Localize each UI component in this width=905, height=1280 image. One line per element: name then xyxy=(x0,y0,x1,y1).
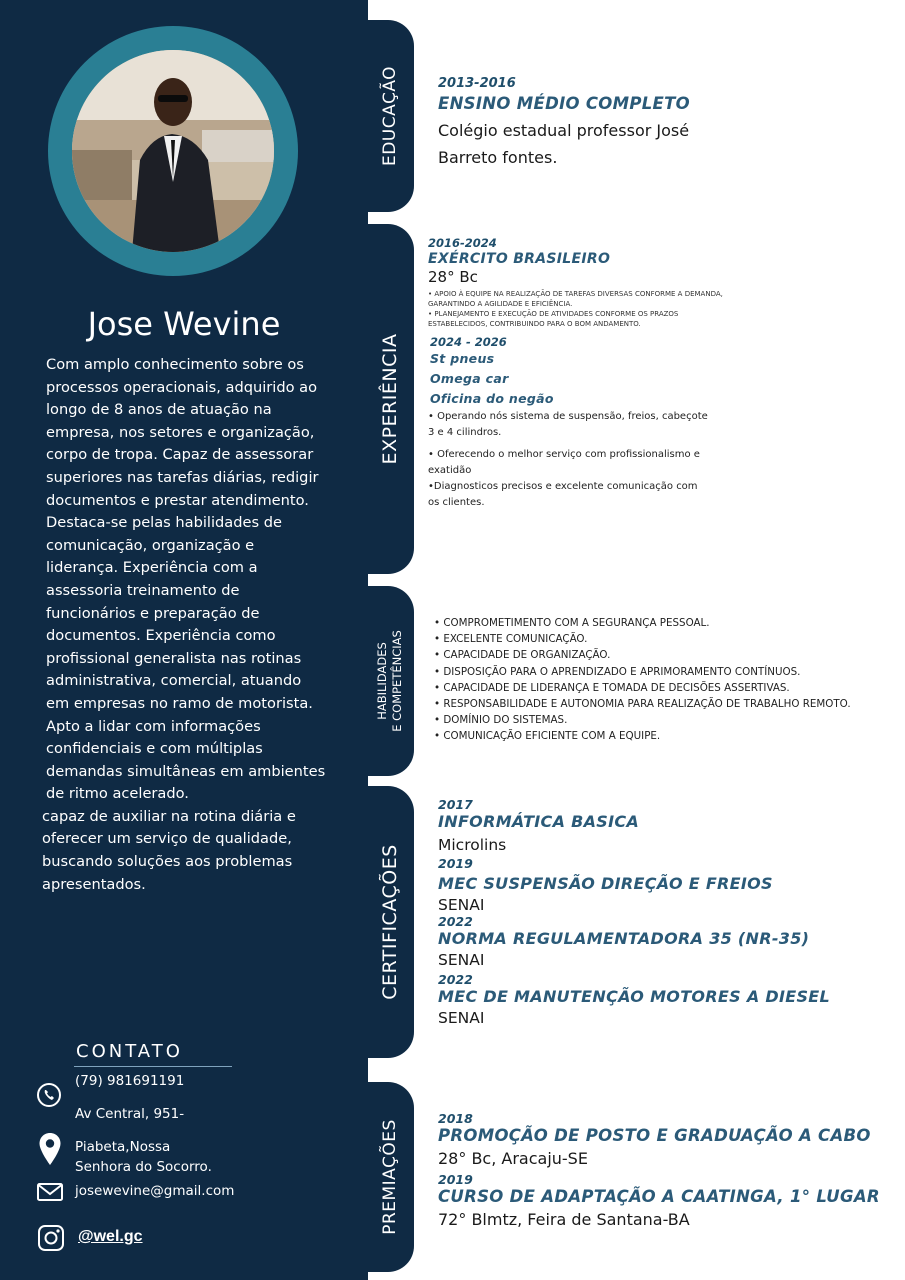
tab-awards xyxy=(366,1082,414,1272)
contact-title: CONTATO xyxy=(76,1041,183,1062)
summary-line: profissional generalista nas rotinas xyxy=(46,649,302,667)
contact-address-city: Senhora do Socorro. xyxy=(75,1159,212,1175)
certification-item xyxy=(438,972,830,1027)
tab-experience xyxy=(366,224,414,574)
award-place: 28° Bc, Aracaju-SE xyxy=(438,1149,588,1168)
sidebar xyxy=(0,0,368,1280)
job1-unit: 28° Bc xyxy=(428,268,478,286)
certification-org: SENAI xyxy=(438,1009,485,1027)
job2-year: 2024 - 2026 xyxy=(430,335,507,349)
contact-email[interactable]: josewevine@gmail.com xyxy=(75,1183,235,1199)
skill-item: • EXCELENTE COMUNICAÇÃO. xyxy=(434,633,588,646)
social-handle-link[interactable]: @wel.gc xyxy=(78,1228,143,1245)
tab-certifications xyxy=(366,786,414,1058)
certifications-section xyxy=(438,797,830,1027)
education-school-line: Barreto fontes. xyxy=(438,148,558,167)
summary-line: buscando soluções aos problemas xyxy=(42,853,293,871)
skill-item: • DOMÍNIO DO SISTEMAS. xyxy=(434,714,568,727)
skill-item: • COMUNICAÇÃO EFICIENTE COM A EQUIPE. xyxy=(434,730,661,743)
summary-line: confidenciais e com múltiplas xyxy=(46,740,263,758)
skills-section xyxy=(434,615,851,745)
award-year: 2019 xyxy=(438,1172,473,1187)
job2-bullet-line: • Oferecendo o melhor serviço com profissionalismo e xyxy=(428,449,700,460)
award-title: PROMOÇÃO DE POSTO E GRADUAÇÃO A CABO xyxy=(438,1126,871,1145)
job1-bullet-line: GARANTINDO A AGILIDADE E EFICIÊNCIA. xyxy=(428,300,573,308)
education-year: 2013-2016 xyxy=(438,76,516,91)
job1-bullet-line: ESTABELECIDOS, CONTRIBUINDO PARA O BOM ANDAMENTO. xyxy=(428,320,641,328)
contact-address-neighborhood: Piabeta,Nossa xyxy=(75,1139,171,1155)
job1-year: 2016-2024 xyxy=(428,236,497,250)
instagram-icon xyxy=(37,1224,65,1257)
tab-skills-label-line1: HABILIDADES xyxy=(375,642,389,720)
contact-divider xyxy=(74,1066,232,1067)
job2-bullet-line: 3 e 4 cilindros. xyxy=(428,427,502,438)
job2-bullet-line: •Diagnosticos precisos e excelente comunicação com xyxy=(428,481,698,492)
tab-education-label: EDUCAÇÃO xyxy=(380,65,400,167)
certification-title: NORMA REGULAMENTADORA 35 (NR-35) xyxy=(438,929,810,948)
tab-skills-label xyxy=(375,630,405,732)
summary-line: documentos. Experiência como xyxy=(46,627,276,645)
job2-company: St pneus xyxy=(430,351,495,366)
profile-name: Jose Wevine xyxy=(87,305,281,343)
location-pin-icon xyxy=(38,1132,62,1171)
job1-title: EXÉRCITO BRASILEIRO xyxy=(428,251,611,267)
summary-line: liderança. Experiência com a xyxy=(46,559,258,577)
summary-line: oferecer um serviço de qualidade, xyxy=(42,830,292,848)
summary-line: apresentados. xyxy=(42,875,146,893)
skill-item: • COMPROMETIMENTO COM A SEGURANÇA PESSOAL. xyxy=(434,617,710,629)
award-item xyxy=(438,1172,880,1229)
job2-bullets xyxy=(428,409,723,511)
summary-line: comunicação, organização e xyxy=(46,536,255,554)
profile-summary xyxy=(44,354,330,896)
job2-bullet-line: os clientes. xyxy=(428,497,485,508)
job2-bullet-line: exatidão xyxy=(428,465,472,476)
summary-line: funcionários e preparação de xyxy=(46,604,260,622)
award-title: CURSO DE ADAPTAÇÃO A CAATINGA, 1° LUGAR xyxy=(438,1187,880,1206)
skill-item: • CAPACIDADE DE LIDERANÇA E TOMADA DE DECISÕES ASSERTIVAS. xyxy=(434,681,790,694)
job1-bullets xyxy=(428,289,723,329)
certification-org: SENAI xyxy=(438,896,485,914)
certification-year: 2019 xyxy=(438,856,473,871)
summary-line: em empresas no ramo de motorista. xyxy=(46,694,313,712)
skill-item: • DISPOSIÇÃO PARA O APRENDIZADO E APRIMORAMENTO CONTÍNUOS. xyxy=(434,665,801,678)
summary-line: longo de 8 anos de atuação na xyxy=(46,401,272,419)
certification-year: 2022 xyxy=(438,972,473,987)
job2-bullet-line: • Operando nós sistema de suspensão, freios, cabeçote xyxy=(428,411,708,422)
certification-year: 2022 xyxy=(438,914,473,929)
education-section xyxy=(438,76,690,171)
education-title: ENSINO MÉDIO COMPLETO xyxy=(438,94,690,113)
tab-certifications-label: CERTIFICAÇÕES xyxy=(379,844,401,1000)
summary-line: processos operacionais, adquirido ao xyxy=(46,378,318,396)
certification-item xyxy=(438,856,830,914)
job1-bullet-line: • PLANEJAMENTO E EXECUÇÃO DE ATIVIDADES CONFORME OS PRAZOS xyxy=(428,310,679,318)
tab-skills xyxy=(366,586,414,776)
certification-title: MEC DE MANUTENÇÃO MOTORES A DIESEL xyxy=(438,987,831,1006)
summary-line: administrativa, comercial, atuando xyxy=(46,672,302,690)
summary-line: Apto a lidar com informações xyxy=(46,717,261,735)
certification-item xyxy=(438,914,830,969)
tab-skills-label-line2: E COMPETÊNCIAS xyxy=(390,630,404,732)
certification-title: INFORMÁTICA BASICA xyxy=(438,812,640,831)
award-year: 2018 xyxy=(438,1111,473,1126)
education-school-line: Colégio estadual professor José xyxy=(438,121,690,140)
profile-photo xyxy=(72,50,274,252)
certification-title: MEC SUSPENSÃO DIREÇÃO E FREIOS xyxy=(438,874,773,893)
job2-companies xyxy=(430,349,723,409)
awards-section xyxy=(438,1111,880,1229)
education-school xyxy=(438,117,690,171)
certification-item xyxy=(438,797,830,854)
contact-address-street: Av Central, 951- xyxy=(75,1106,185,1122)
email-icon xyxy=(37,1183,63,1206)
summary-line: capaz de auxiliar na rotina diária e xyxy=(42,807,296,825)
summary-line: de ritmo acelerado. xyxy=(46,785,189,803)
experience-section xyxy=(428,236,723,511)
tab-education xyxy=(366,20,414,212)
job1-bullet-line: • APOIO À EQUIPE NA REALIZAÇÃO DE TAREFAS DIVERSAS CONFORME A DEMANDA, xyxy=(428,290,723,298)
certification-org: Microlins xyxy=(438,836,507,854)
award-place: 72° Blmtz, Feira de Santana-BA xyxy=(438,1210,690,1229)
phone-icon xyxy=(36,1082,62,1113)
summary-line: documentos e prestar atendimento. xyxy=(46,491,309,509)
summary-line: demandas simultâneas em ambientes xyxy=(46,762,326,780)
summary-line: superiores nas tarefas diárias, redigir xyxy=(46,468,319,486)
contact-phone: (79) 981691191 xyxy=(75,1073,185,1089)
summary-line: corpo de tropa. Capaz de assessorar xyxy=(46,446,314,464)
summary-line: Destaca-se pelas habilidades de xyxy=(46,514,282,532)
summary-line: Com amplo conhecimento sobre os xyxy=(46,356,304,373)
summary-line: empresa, nos setores e organização, xyxy=(46,423,315,441)
job2-company: Oficina do negão xyxy=(430,391,554,406)
summary-line: assessoria treinamento de xyxy=(46,581,240,599)
skill-item: • RESPONSABILIDADE E AUTONOMIA PARA REALIZAÇÃO DE TRABALHO REMOTO. xyxy=(434,698,851,711)
certification-org: SENAI xyxy=(438,951,485,969)
tab-awards-label: PREMIAÇÕES xyxy=(380,1119,400,1235)
certification-year: 2017 xyxy=(438,797,473,812)
tab-experience-label: EXPERIÊNCIA xyxy=(379,333,401,465)
award-item xyxy=(438,1111,880,1168)
skill-item: • CAPACIDADE DE ORGANIZAÇÃO. xyxy=(434,649,611,662)
job2-company: Omega car xyxy=(430,371,509,386)
